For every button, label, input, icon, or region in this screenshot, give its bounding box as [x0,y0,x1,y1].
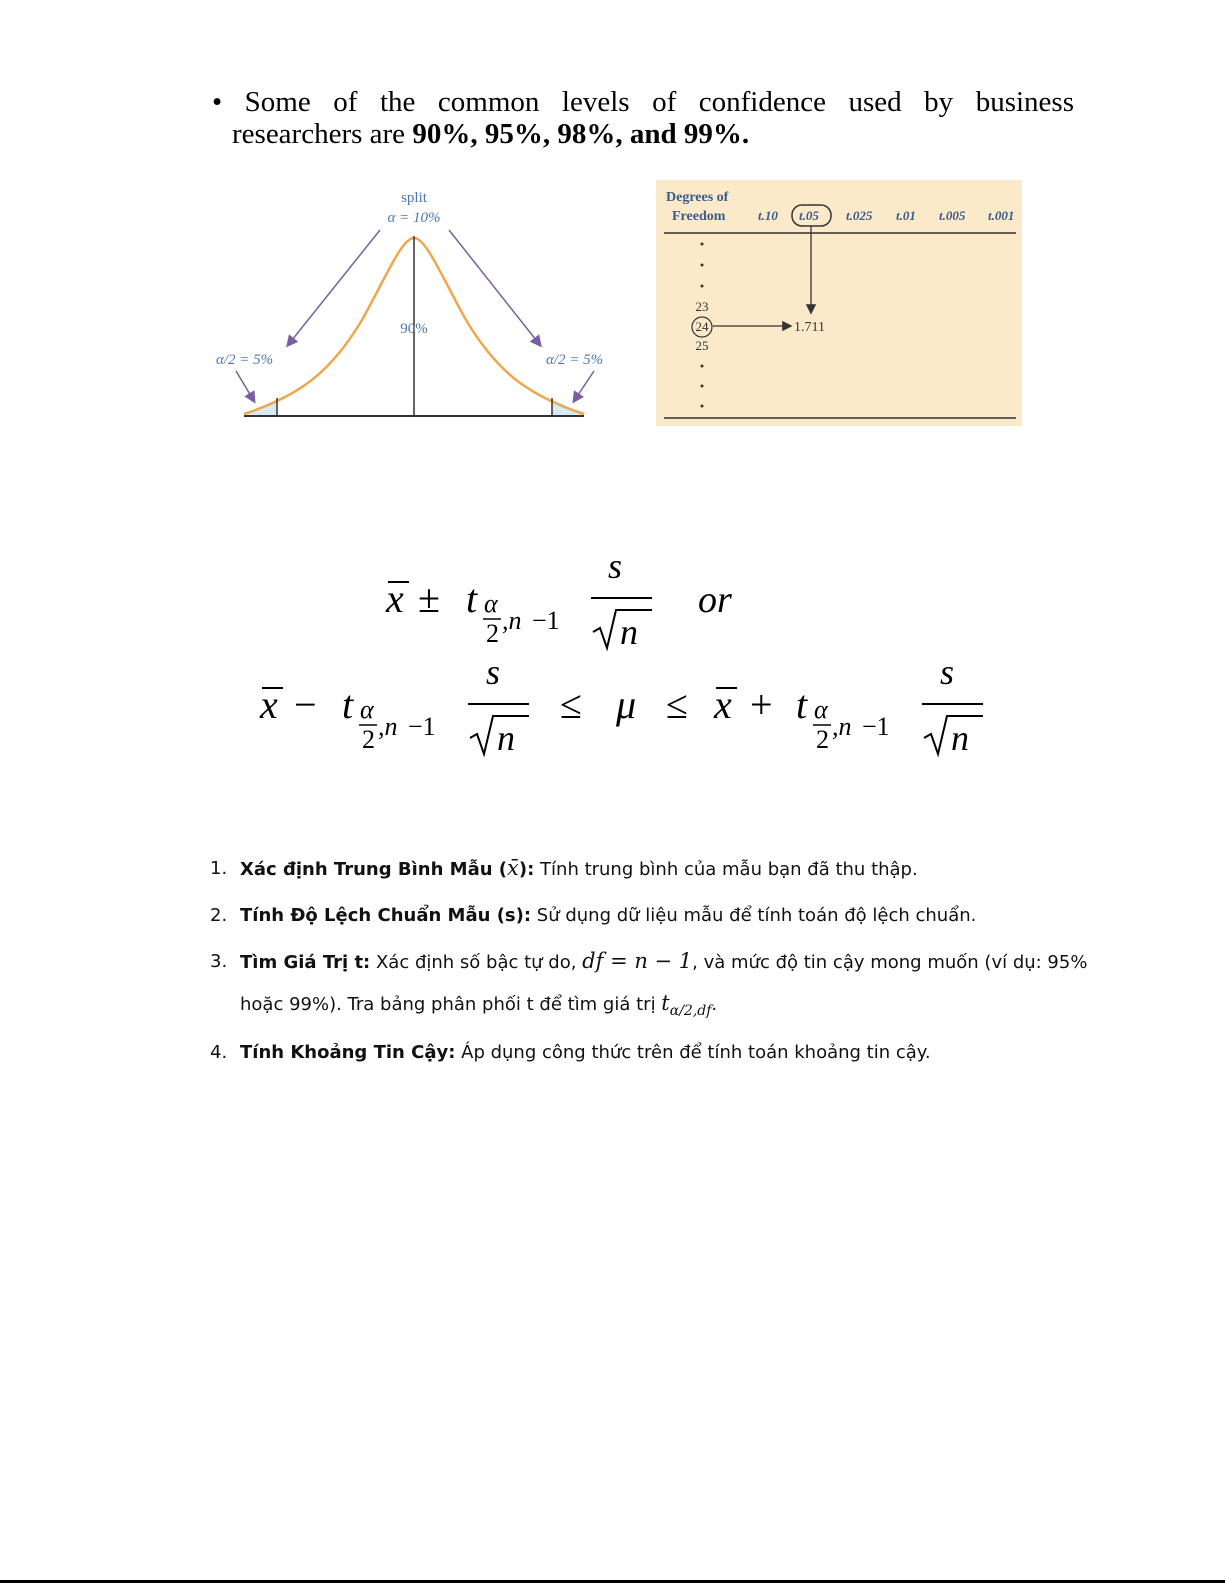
math-t: t [661,991,670,1015]
bullet-prefix: researchers are [232,118,413,150]
svg-text:,n: ,n [832,712,852,741]
steps-list [210,848,1090,1073]
svg-text:−: − [294,682,317,727]
svg-text:−1: −1 [408,712,436,741]
right-tail-arrow [574,371,594,401]
step-3 [210,941,1090,1032]
step-text: Sử dụng dữ liệu mẫu để tính toán độ lệch chuẩn. [531,905,977,926]
word: levels [561,86,630,118]
svg-text:n: n [620,612,638,652]
step-title-end: ): [518,859,535,880]
word: of [652,86,677,118]
intro-bullet [212,86,1074,150]
word: confidence [698,86,826,118]
row-24: 24 [695,319,709,334]
word: of [333,86,358,118]
svg-text:t: t [796,682,808,727]
step-text: Xác định số bậc tự do, [370,952,583,973]
confidence-levels: 90%, 95%, 98%, and 99%. [412,118,750,150]
svg-text:,n: ,n [378,712,398,741]
col-t05: t.05 [799,208,819,223]
svg-text:−1: −1 [532,606,560,635]
col-t005: t.005 [939,208,966,223]
col-t001: t.001 [988,208,1015,223]
bullet-line-1 [212,86,1074,118]
table-header-line1: Degrees of [666,190,729,205]
word: Some [244,86,311,118]
svg-text:x: x [260,682,278,727]
step-text: Áp dụng công thức trên để tính toán khoảng tin cậy. [455,1042,931,1063]
svg-text:α: α [360,695,374,724]
word: business [975,86,1074,118]
svg-text:2: 2 [816,725,829,754]
step-4 [210,1032,1090,1073]
row-25: 25 [695,338,709,353]
split-label: split [401,190,427,206]
confidence-interval-formula [250,540,1010,775]
word: used [848,86,902,118]
svg-text:s: s [940,652,955,692]
svg-text:2: 2 [362,725,375,754]
svg-text:n: n [951,718,969,758]
formula-line-2 [259,652,983,758]
step-1 [210,848,1090,890]
svg-text:t: t [466,576,478,621]
svg-text:s: s [486,652,501,692]
col-t01: t.01 [896,208,916,223]
svg-text:−1: −1 [862,712,890,741]
svg-text:n: n [497,718,515,758]
svg-text:2: 2 [486,619,499,648]
or-word: or [698,579,732,621]
table-header-line2: Freedom [672,209,726,224]
col-t025: t.025 [846,208,873,223]
svg-text:s: s [608,546,623,586]
left-tail-label: α/2 = 5% [216,352,274,368]
math-xbar: x̄ [507,856,519,880]
word: common [437,86,540,118]
split-arrow-left [288,230,380,345]
step-text: Tính trung bình của mẫu bạn đã thu thập. [534,859,918,880]
col-t10: t.10 [758,208,778,223]
normal-curve-figure [212,180,632,430]
bullet-marker: • [212,86,223,118]
step-title: Tìm Giá Trị t: [240,952,371,973]
svg-text:α: α [484,589,498,618]
t-table-figure [656,180,1022,426]
word: the [379,86,416,118]
svg-text:μ: μ [616,682,637,727]
step-2 [210,895,1090,936]
math-df: df = n − 1 [582,949,693,973]
step-text-line-2: hoặc 99%). Tra bảng phân phối t để tìm giá trị [240,994,662,1015]
math-t-subscript: α/2,df [669,1003,712,1019]
result-value: 1.711 [794,320,825,335]
svg-text:≤: ≤ [560,682,582,727]
row-23: 23 [695,299,709,314]
split-arrow-right [449,230,540,345]
step-number: 1. [210,858,228,879]
step-title: Tính Khoảng Tin Cậy: [240,1042,456,1063]
svg-text:+: + [750,682,773,727]
word: by [924,86,954,118]
step-title: Xác định Trung Bình Mẫu ( [240,859,508,880]
left-tail-arrow [236,371,254,401]
right-tail-label: α/2 = 5% [546,352,604,368]
svg-text:x: x [714,682,732,727]
svg-text:t: t [342,682,354,727]
svg-text:α: α [814,695,828,724]
svg-text:x: x [386,576,404,621]
alpha-label: α = 10% [387,210,441,226]
step-number: 3. [210,951,228,972]
step-number: 4. [210,1042,228,1063]
bullet-line-2 [212,118,1074,150]
svg-text:,n: ,n [502,606,522,635]
svg-text:±: ± [418,576,440,621]
svg-text:≤: ≤ [666,682,688,727]
step-text: , và mức độ tin cậy mong muốn (ví dụ: 95% [692,952,1088,973]
page-bottom-rule [0,1580,1225,1583]
step-end: . [711,994,718,1015]
step-number: 2. [210,905,228,926]
step-title: Tính Độ Lệch Chuẩn Mẫu (s): [240,905,532,926]
center-percent-label: 90% [400,321,428,337]
formula-line-1 [385,546,732,652]
